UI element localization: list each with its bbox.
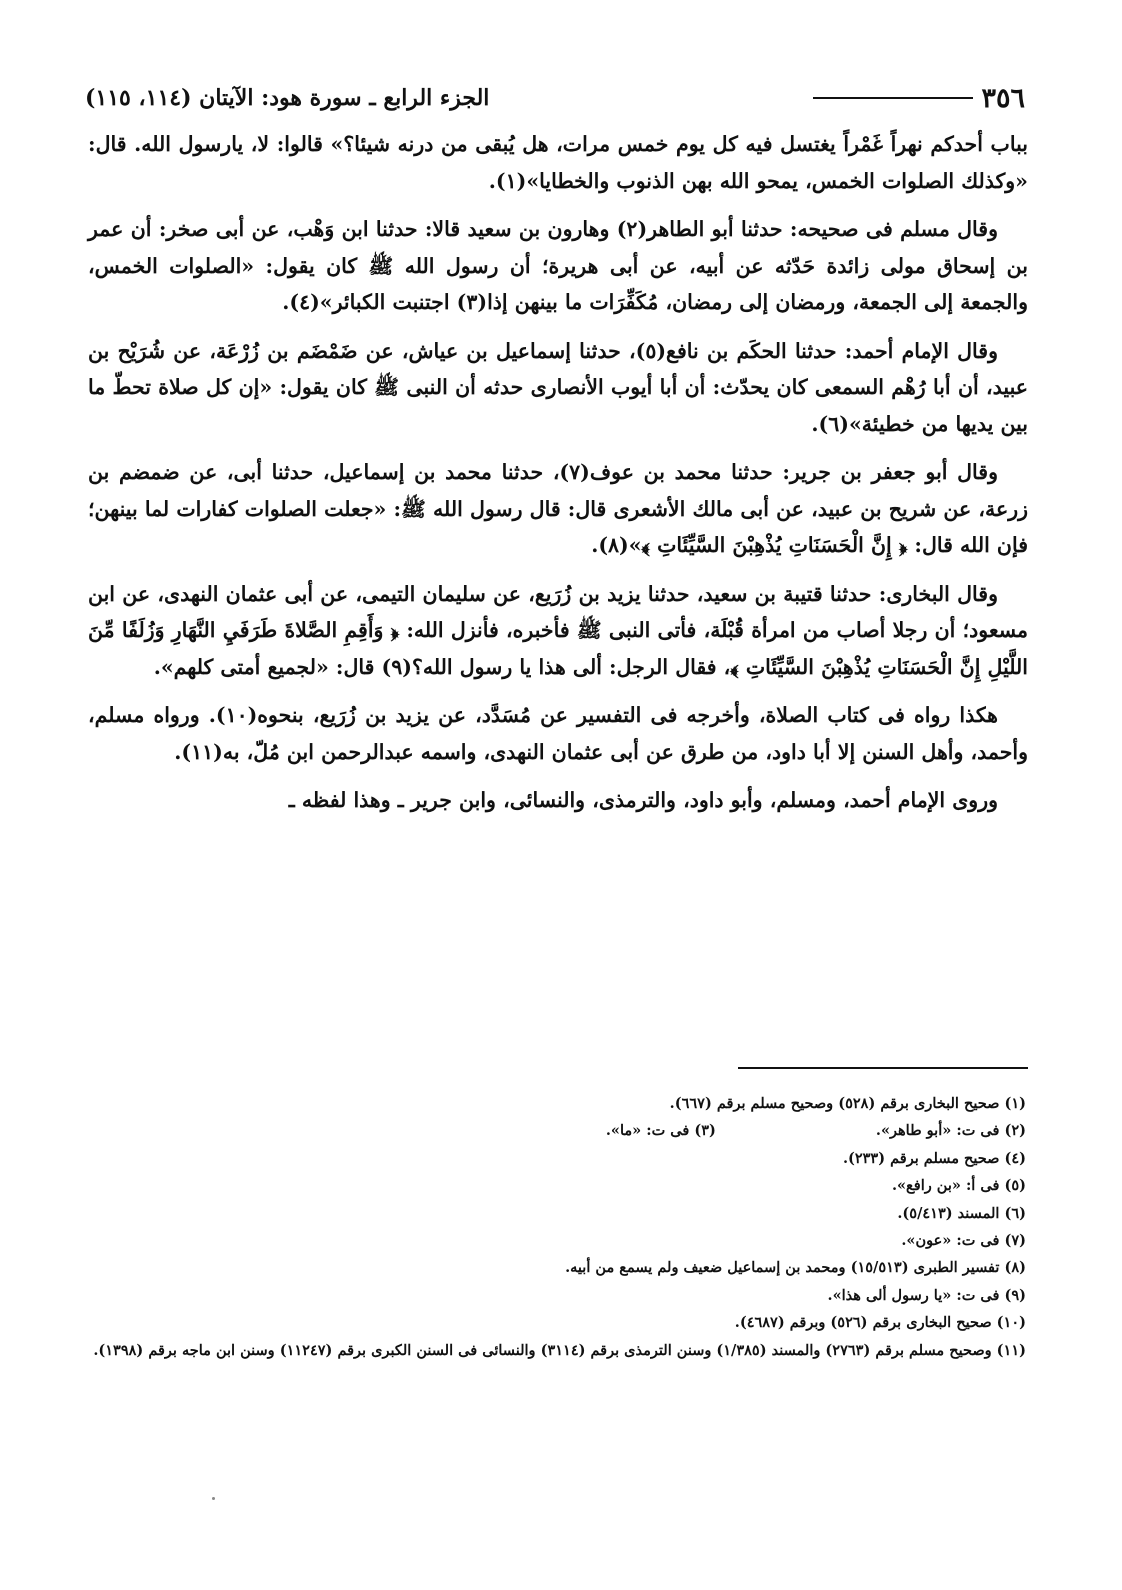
scan-speck [212,1497,215,1500]
footnote-item [90,1282,1026,1309]
footnote-text: (٥) فى أ: «بن رافع». [891,1177,1026,1195]
footnote-text: (٨) تفسير الطبرى (١٥/٥١٣) ومحمد بن إسماعيل ضعيف ولم يسمع من أبيه. [565,1259,1026,1277]
paragraph: وقال الإمام أحمد: حدثنا الحكَم بن نافع(٥)، حدثنا إسماعيل بن عياش، عن ضَمْضَم بن زُرْعَة، عن شُرَيْح بن عبيد، أن أبا رُهْم السمعى كان يحدّث: أن أبا أيوب الأنصارى حدثه أن النبى ﷺ كان يقول: «إن كل صلاة تحطّ ما بين يديها من خطيئة»(٦). [88,338,1028,436]
paragraph: بباب أحدكم نهراً غَمْراً يغتسل فيه كل يوم خمس مرات، هل يُبقى من درنه شيئا؟» قالوا: لا، يارسول الله. قال: «وكذلك الصلوات الخمس، يمحو الله بهن الذنوب والخطايا»(١). [88,132,1028,193]
footnote-text: (١) صحيح البخارى برقم (٥٢٨) وصحيح مسلم برقم (٦٦٧). [669,1095,1026,1112]
running-title: الجزء الرابع ـ سورة هود: الآيتان (١١٤، ١١٥) [85,85,490,111]
paragraph: وقال مسلم فى صحيحه: حدثنا أبو الطاهر(٢) وهارون بن سعيد قالا: حدثنا ابن وَهْب، عن أبى صخر: أن عمر بن إسحاق مولى زائدة حَدّثه عن أبيه، عن أبى هريرة؛ أن رسول الله ﷺ كان يقول: «الصلوات الخمس، والجمعة إلى الجمعة، ورمضان إلى رمضان، مُكَفِّرَات ما بينهن إذا(٣) اجتنبت الكبائر»(٤). [88,217,1028,314]
body-text [88,126,1028,831]
paragraph: وقال أبو جعفر بن جرير: حدثنا محمد بن عوف(٧)، حدثنا محمد بن إسماعيل، حدثنا أبى، عن ضمضم بن زرعة، عن شريح بن عبيد، عن أبى مالك الأشعرى قال: قال رسول الله ﷺ: «جعلت الصلوات كفارات لما بينهن؛ فإن الله قال: ﴿ إِنَّ الْحَسَنَاتِ يُذْهِبْنَ السَّيِّئَاتِ ﴾»(٨). [88,460,1028,557]
footnotes [90,1090,1026,1364]
footnote-item [90,1145,1026,1172]
footnote-text: (٦) المسند (٥/٤١٣). [897,1204,1026,1222]
footnote-item [90,1090,1026,1117]
footnote-text: (١٠) صحيح البخارى برقم (٥٢٦) وبرقم (٤٦٨٧). [734,1314,1026,1332]
footnote-text: (٤) صحيح مسلم برقم (٢٣٣). [842,1149,1026,1167]
running-header [85,78,1025,118]
paragraph: وقال البخارى: حدثنا قتيبة بن سعيد، حدثنا يزيد بن زُرَيع، عن سليمان التيمى، عن أبى عثمان النهدى، عن ابن مسعود؛ أن رجلا أصاب من امرأة قُبْلَة، فأتى النبى ﷺ فأخبره، فأنزل الله: ﴿ وَأَقِمِ الصَّلاةَ طَرَفَيِ النَّهَارِ وَزُلَفًا مِّنَ اللَّيْلِ إِنَّ الْحَسَنَاتِ يُذْهِبْنَ السَّيِّئَاتِ ﴾، فقال الرجل: ألى هذا يا رسول الله؟(٩) قال: «لجميع أمتى كلهم». [88,581,1028,679]
header-rule [813,97,973,99]
footnote-item [90,1254,1026,1281]
footnote-item [90,1309,1026,1336]
page-number: ٣٥٦ [981,82,1025,114]
paragraph: هكذا رواه فى كتاب الصلاة، وأخرجه فى التفسير عن مُسَدَّد، عن يزيد بن زُرَيع، بنحوه(١٠). ورواه مسلم، وأحمد، وأهل السنن إلا أبا داود، من طرق عن أبى عثمان النهدى، واسمه عبدالرحمن ابن مُلّ، به(١١). [88,703,1028,764]
footnote-item [90,1227,1026,1254]
footnote-text: (٢) فى ت: «أبو طاهر». [875,1122,1026,1140]
footnote-text: (٣) فى ت: «ما». [605,1122,716,1140]
footnote-item [90,1200,1026,1227]
paragraph: وروى الإمام أحمد، ومسلم، وأبو داود، والترمذى، والنسائى، وابن جرير ـ وهذا لفظه ـ [288,788,998,812]
footnote-divider [738,1067,1028,1069]
footnote-item [90,1172,1026,1199]
footnote-text: (٩) فى ت: «يا رسول ألى هذا». [827,1286,1026,1304]
footnote-text: (٧) فى ت: «عون». [901,1232,1026,1250]
footnote-item [90,1117,1026,1144]
footnote-item: (١١) وصحيح مسلم برقم (٢٧٦٣) والمسند (١/٣٨٥) وسنن الترمذى برقم (٣١١٤) والنسائى فى السنن الكبرى برقم (١١٢٤٧) وسنن ابن ماجه برقم (١٣٩٨). [93,1341,1026,1359]
